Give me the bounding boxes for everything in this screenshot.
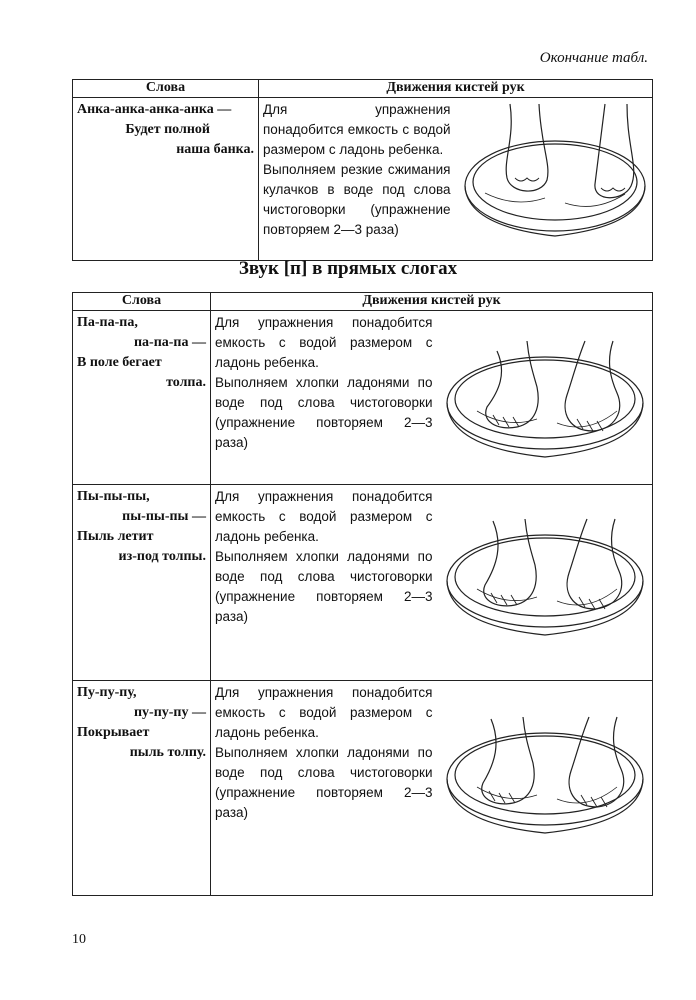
table-row bbox=[73, 98, 653, 261]
exercise-table-1 bbox=[72, 79, 653, 261]
col-header-moves: Движения кистей рук bbox=[211, 293, 653, 311]
section-title: Звук [п] в прямых слогах bbox=[238, 258, 458, 279]
movement-description: Для упражнения понадобится емкость с водой размером с ладонь ребенка. Выполняем резкие сжимания кулачков в воде под слова чистоговорки (упражнение повторяем 2—3 раза) bbox=[259, 98, 455, 261]
table-row bbox=[73, 311, 653, 485]
movement-description: Для упражнения понадобится емкость с водой размером с ладонь ребенка. Выполняем хлопки ладонями по воде под слова чистоговорки (упражнение повторяем 2—3 раза) bbox=[211, 485, 437, 681]
movement-description: Для упражнения понадобится емкость с водой размером с ладонь ребенка. Выполняем хлопки ладонями по воде под слова чистоговорки (упражнение повторяем 2—3 раза) bbox=[211, 311, 437, 485]
exercise-table-2 bbox=[72, 292, 653, 896]
col-header-words: Слова bbox=[73, 80, 259, 98]
rhyme-text: Анка-анка-анка-анка — Будет полной наша банка. bbox=[73, 98, 259, 261]
illustration-palms-in-bowl bbox=[437, 681, 653, 896]
col-header-words: Слова bbox=[73, 293, 211, 311]
rhyme-text: Пу-пу-пу, пу-пу-пу — Покрывает пыль толпу. bbox=[73, 681, 211, 896]
rhyme-text: Па-па-па, па-па-па — В поле бегает толпа. bbox=[73, 311, 211, 485]
rhyme-text: Пы-пы-пы, пы-пы-пы — Пыль летит из-под толпы. bbox=[73, 485, 211, 681]
table-continuation-note: Окончание табл. bbox=[539, 50, 648, 66]
illustration-fists-in-bowl bbox=[455, 98, 653, 261]
table-row bbox=[73, 485, 653, 681]
page-number: 10 bbox=[72, 932, 86, 947]
illustration-palms-in-bowl bbox=[437, 311, 653, 485]
table-row bbox=[73, 681, 653, 896]
illustration-palms-in-bowl bbox=[437, 485, 653, 681]
col-header-moves: Движения кистей рук bbox=[259, 80, 653, 98]
movement-description: Для упражнения понадобится емкость с водой размером с ладонь ребенка. Выполняем хлопки ладонями по воде под слова чистоговорки (упражнение повторяем 2—3 раза) bbox=[211, 681, 437, 896]
